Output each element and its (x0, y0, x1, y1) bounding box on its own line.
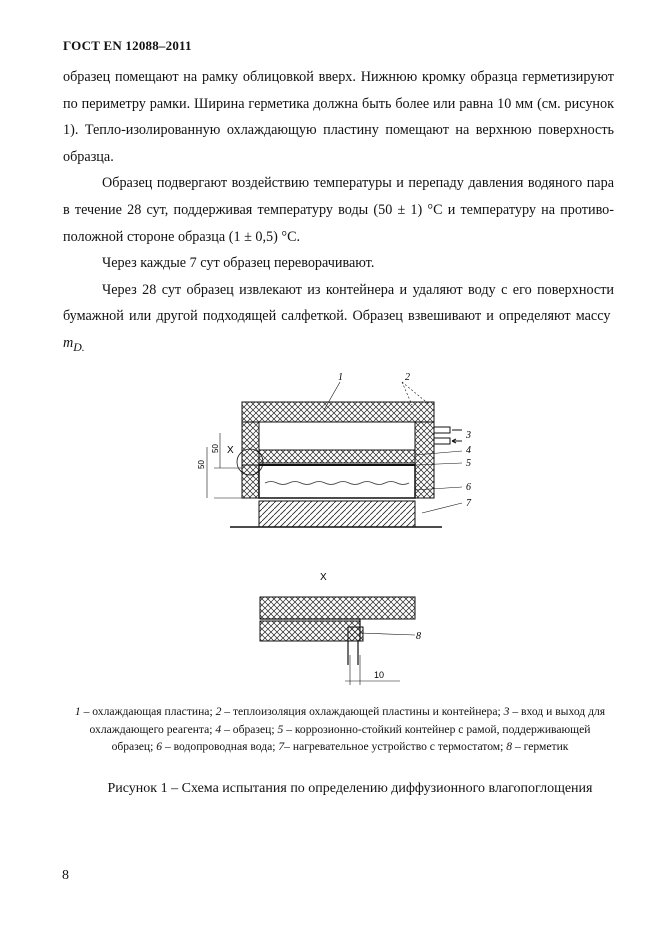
callout-7: 7 (466, 498, 471, 509)
callout-8: 8 (416, 631, 421, 642)
insulation-top (242, 402, 434, 422)
callout-6: 6 (466, 482, 471, 493)
test-apparatus-figure (190, 365, 490, 695)
inlet-pipe (434, 427, 450, 433)
page-number: 8 (62, 868, 69, 883)
cooling-plate (259, 422, 415, 450)
mass-symbol: $m_{D.}$ (63, 334, 85, 354)
callout-1: 1 (338, 372, 343, 383)
paragraph-text: Через 28 сут образец извлекают из контейнера и удаляют воду с его поверхности бумажной или другой подходящей салфеткой. Образец взвешивают и определяют массу (63, 281, 614, 325)
sample (259, 450, 415, 463)
insulation-left (242, 422, 259, 465)
water (265, 482, 409, 485)
detail-label-main: X (227, 445, 234, 456)
heating-device (259, 501, 415, 527)
dim-50-outer: 50 (197, 460, 206, 469)
dim-10: 10 (374, 670, 385, 680)
figure-title: Рисунок 1 – Схема испытания по определению диффузионного влагопоглощения (107, 781, 593, 796)
callout-5: 5 (466, 458, 471, 469)
callout-3: 3 (466, 430, 471, 441)
mass-subscript: D. (73, 339, 85, 354)
paragraph: образец помещают на рамку облицовкой вверх. Нижнюю кромку образца герметизируют по периметру рамки. Ширина герметика должна быть более или равна 10 мм (см. рисунок 1). Тепло-изолированную охлаждающую пластину помещают на верхнюю поверхность образца. (63, 69, 614, 165)
document-header: ГОСТ EN 12088–2011 (63, 38, 192, 53)
paragraph: Через каждые 7 сут образец переворачивают. (102, 255, 375, 272)
figure-legend: 1 – охлаждающая пластина; 2 – теплоизоляция охлаждающей пластины и контейнера; 3 – вход и выход для охлаждающего реагента; 4 – образец; 5 – коррозионно-стойкий контейнер с рамой, поддерживающей образец; 6 – водопроводная вода; 7– нагревательное устройство с термостатом; 8 – герметик (74, 705, 606, 753)
main-schematic (197, 372, 472, 527)
insulation-right (415, 422, 434, 498)
outlet-pipe (434, 438, 450, 444)
insulation-left-lower (242, 465, 259, 498)
callout-4: 4 (466, 445, 471, 456)
detail-x (260, 572, 421, 685)
detail-label-x: X (320, 572, 327, 583)
paragraph: Образец подвергают воздействию температуры и перепаду давления водяного пара в течение 28 сут, поддерживая температуру воды (50 ± 1) °С и температуру на противо-положной стороне образца (1 ± 0,5) °С. (63, 175, 614, 245)
body-text (63, 64, 614, 360)
callout-2: 2 (405, 372, 410, 383)
paragraph (63, 277, 614, 361)
dim-50-inner: 50 (211, 444, 220, 453)
